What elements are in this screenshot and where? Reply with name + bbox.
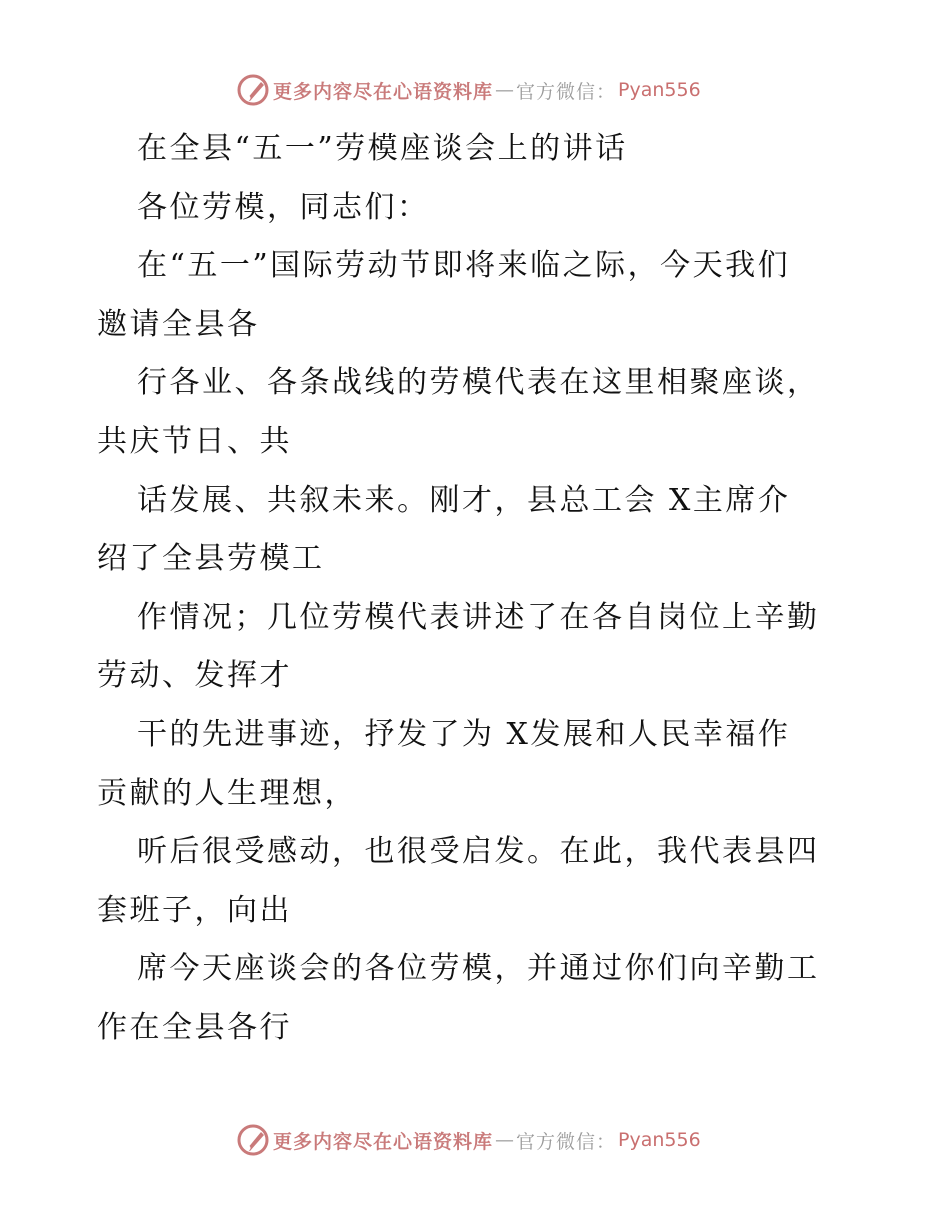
document-body — [97, 120, 867, 1058]
document-salutation: 各位劳模，同志们： — [137, 189, 430, 225]
watermark-site-name: 更多内容尽在心语资料库 — [273, 80, 494, 103]
paragraph-line: 干的先进事迹，抒发了为 X发展和人民幸福作 — [137, 716, 791, 752]
paragraph-line: 绍了全县劳模工 — [97, 541, 325, 577]
paragraph-line: 共庆节日、共 — [97, 423, 292, 459]
paragraph-line: 套班子，向出 — [97, 892, 292, 928]
paragraph-line: 行各业、各条战线的劳模代表在这里相聚座谈， — [137, 365, 820, 401]
paragraph-line: 作情况；几位劳模代表讲述了在各自岗位上辛勤 — [137, 599, 820, 635]
paragraph-line: 在“五一”国际劳动节即将来临之际，今天我们 — [137, 248, 791, 284]
watermark-dash: — — [495, 1129, 515, 1151]
watermark-label: 官方微信： — [516, 1130, 617, 1153]
watermark-site-name: 更多内容尽在心语资料库 — [273, 1130, 494, 1153]
paragraph-line: 劳动、发挥才 — [97, 658, 292, 694]
paragraph-line: 作在全县各行 — [97, 1009, 292, 1045]
watermark-dash: — — [495, 79, 515, 101]
header-watermark — [236, 72, 701, 108]
watermark-label: 官方微信： — [516, 80, 617, 103]
paragraph-line: 听后很受感动，也很受启发。在此，我代表县四 — [137, 834, 820, 870]
footer-watermark — [236, 1122, 701, 1158]
document-title: 在全县“五一”劳模座谈会上的讲话 — [137, 131, 628, 166]
watermark-handle: Pyan556 — [618, 79, 701, 101]
watermark-handle: Pyan556 — [618, 1129, 701, 1151]
pen-logo-icon — [236, 73, 270, 107]
paragraph-line: 席今天座谈会的各位劳模，并通过你们向辛勤工 — [137, 951, 820, 987]
paragraph-line: 话发展、共叙未来。刚才，县总工会 X主席介 — [137, 482, 791, 518]
paragraph-line: 贡献的人生理想， — [97, 775, 357, 811]
pen-logo-icon — [236, 1123, 270, 1157]
paragraph-line: 邀请全县各 — [97, 306, 260, 342]
